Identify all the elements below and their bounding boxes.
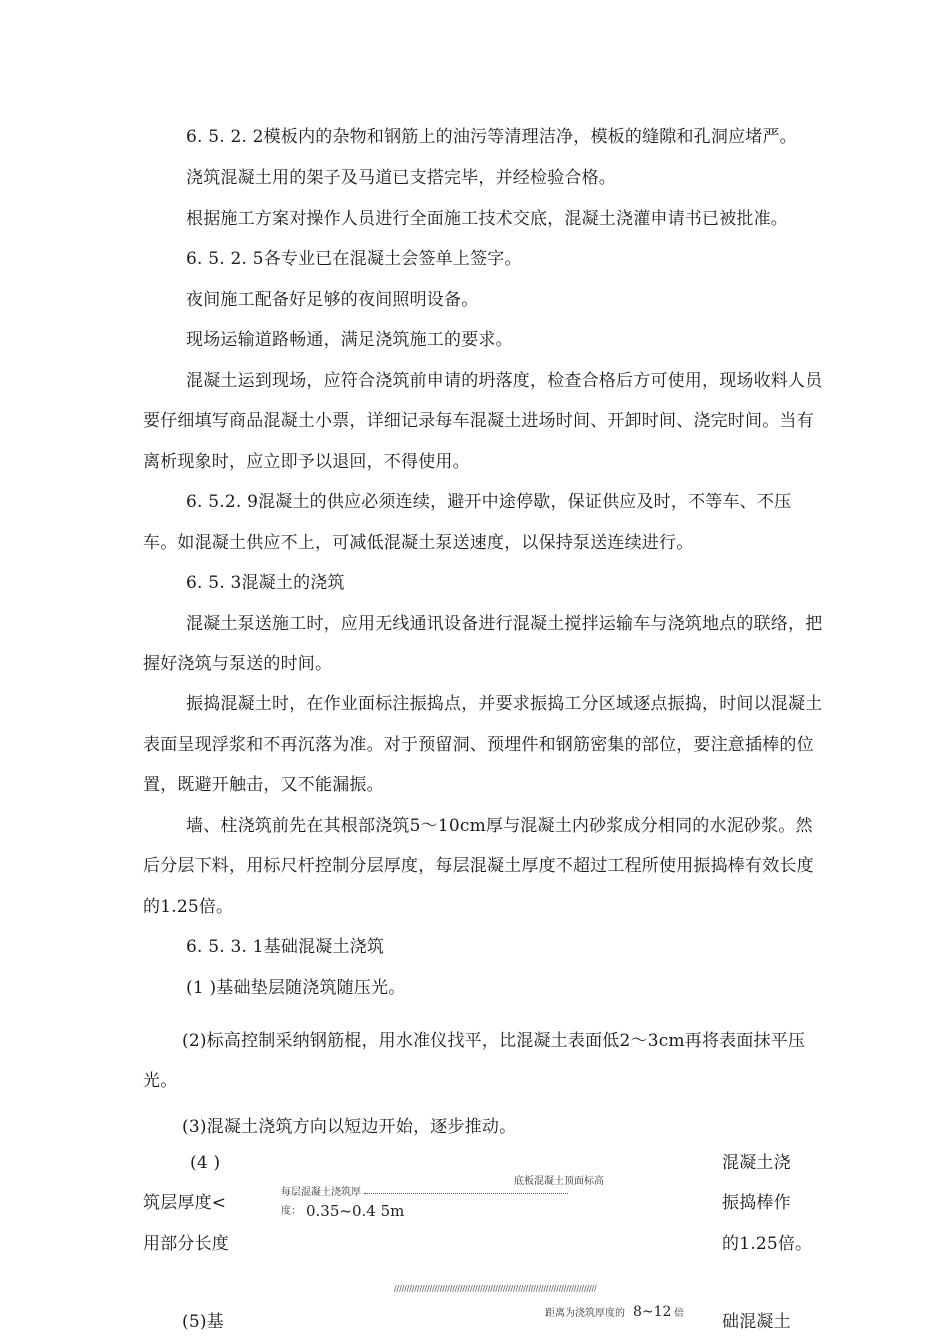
figure-left-line-3: 用部分长度 bbox=[143, 1234, 229, 1254]
paragraph-line-19: 后分层下料，用标尺杆控制分层厚度，每层混凝土厚度不超过工程所使用振捣棒有效长度 bbox=[143, 856, 814, 876]
paragraph-line-9: 离析现象时，应立即予以退回，不得使用。 bbox=[143, 452, 470, 472]
paragraph-line-20: 的1.25倍。 bbox=[143, 897, 234, 917]
diagram-label-distance-value: 8~12 bbox=[633, 1304, 672, 1320]
paragraph-line-7: 混凝土运到现场，应符合浇筑前申请的坍落度，检查合格后方可使用，现场收料人员 bbox=[186, 371, 823, 391]
diagram-label-top-elevation: 底板混凝土顶面标高 bbox=[514, 1176, 604, 1187]
paragraph-line-15: 振捣混凝土时，在作业面标注振捣点，并要求振捣工分区域逐点振捣，时间以混凝土 bbox=[186, 694, 823, 714]
diagram-label-layer-thickness: 每层混凝土浇筑厚 bbox=[281, 1187, 361, 1198]
figure-left-line-1: (4 ) bbox=[190, 1153, 221, 1173]
paragraph-line-5: 夜间施工配备好足够的夜间照明设备。 bbox=[186, 290, 479, 310]
diagram-ground-hatch: //////////////////////////////////////////////////////////////////////////////// bbox=[394, 1285, 597, 1293]
paragraph-line-17: 置，既避开触击，又不能漏振。 bbox=[143, 775, 384, 795]
figure-bottom-right: 础混凝土 bbox=[722, 1312, 791, 1332]
paragraph-line-14: 握好浇筑与泵送的时间。 bbox=[143, 654, 333, 674]
paragraph-line-16: 表面呈现浮浆和不再沉落为准。对于预留洞、预埋件和钢筋密集的部位，要注意插棒的位 bbox=[143, 735, 814, 755]
figure-right-line-3: 的1.25倍。 bbox=[722, 1234, 813, 1254]
diagram-label-distance-unit: 倍 bbox=[674, 1308, 684, 1319]
paragraph-line-8: 要仔细填写商品混凝土小票，详细记录每车混凝土进场时间、开卸时间、浇完时间。当有 bbox=[143, 411, 814, 431]
paragraph-line-3: 根据施工方案对操作人员进行全面施工技术交底，混凝土浇灌申请书已被批准。 bbox=[186, 209, 788, 229]
list-item-1: (1 )基础垫层随浇筑随压光。 bbox=[186, 978, 406, 998]
paragraph-line-6: 现场运输道路畅通，满足浇筑施工的要求。 bbox=[186, 330, 513, 350]
figure-right-line-1: 混凝土浇 bbox=[722, 1153, 791, 1173]
paragraph-line-2: 浇筑混凝土用的架子及马道已支搭完毕，并经检验合格。 bbox=[186, 168, 616, 188]
paragraph-line-11: 车。如混凝土供应不上，可减低混凝土泵送速度，以保持泵送连续进行。 bbox=[143, 533, 694, 553]
diagram-label-layer-thickness-2: 度： bbox=[281, 1206, 301, 1217]
list-item-2-cont: 光。 bbox=[143, 1071, 178, 1091]
paragraph-line-1: 6. 5. 2. 2模板内的杂物和钢筋上的油污等清理洁净，模板的缝隙和孔洞应堵严。 bbox=[186, 127, 797, 147]
diagram-dotted-line bbox=[364, 1193, 568, 1194]
paragraph-line-4: 6. 5. 2. 5各专业已在混凝土会签单上签字。 bbox=[186, 249, 522, 269]
figure-left-line-2: 筑层厚度< bbox=[143, 1193, 227, 1213]
paragraph-line-10: 6. 5.2. 9混凝土的供应必须连续，避开中途停歇，保证供应及时，不等车、不压 bbox=[186, 492, 792, 512]
figure-right-line-2: 振捣棒作 bbox=[722, 1193, 791, 1213]
paragraph-line-13: 混凝土泵送施工时，应用无线通讯设备进行混凝土搅拌运输车与浇筑地点的联络，把 bbox=[186, 614, 823, 634]
list-item-2: (2)标高控制采纳钢筋棍，用水准仪找平，比混凝土表面低2〜3cm再将表面抹平压 bbox=[182, 1031, 806, 1051]
diagram-label-distance: 距离为浇筑厚度的 bbox=[545, 1308, 625, 1319]
list-item-3: (3)混凝土浇筑方向以短边开始，逐步推动。 bbox=[182, 1117, 517, 1137]
diagram-label-dimensions: 0.35~0.4 5m bbox=[306, 1202, 405, 1220]
section-heading-6-5-3: 6. 5. 3混凝土的浇筑 bbox=[186, 573, 345, 593]
figure-bottom-left: (5)基 bbox=[182, 1312, 224, 1332]
paragraph-line-18: 墙、柱浇筑前先在其根部浇筑5〜10cm厚与混凝土内砂浆成分相同的水泥砂浆。然 bbox=[186, 816, 813, 836]
section-heading-6-5-3-1: 6. 5. 3. 1基础混凝土浇筑 bbox=[186, 937, 385, 957]
